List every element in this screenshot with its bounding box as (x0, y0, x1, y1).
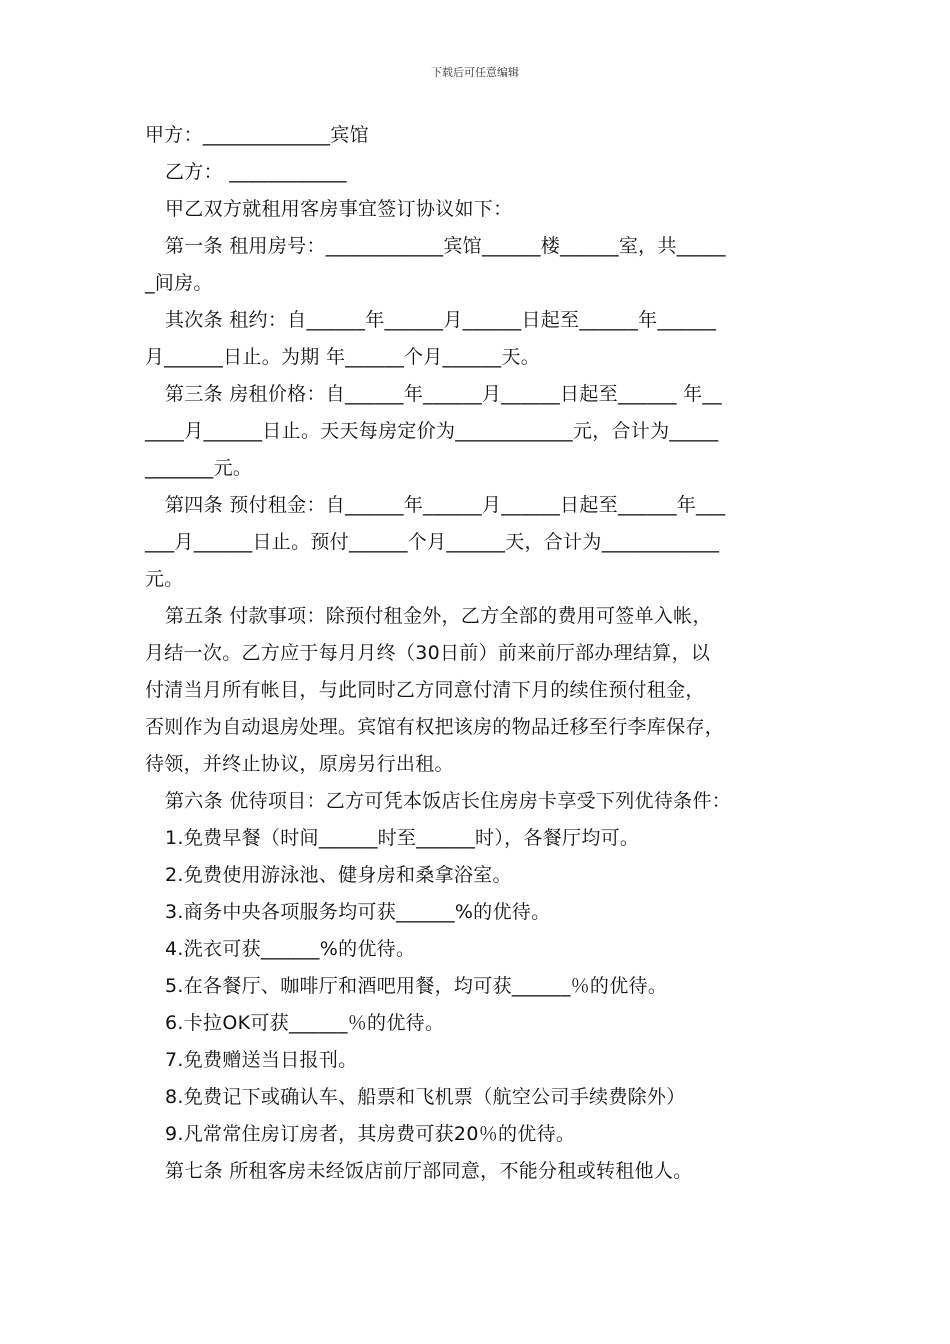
article-4-line-2: ___月______日止。预付______个月______天，合计为____________ (145, 531, 720, 553)
benefit-item-9: 9.凡常常住房订房者，其房费可获20％的优待。 (165, 1123, 576, 1145)
article-5-line-4: 否则作为自动退房处理。宾馆有权把该房的物品迁移至行李库保存， (145, 716, 725, 738)
benefit-item-4: 4.洗衣可获______%的优待。 (165, 938, 416, 960)
benefit-item-5: 5.在各餐厅、咖啡厅和酒吧用餐，均可获______％的优待。 (165, 975, 668, 997)
article-4-line-1: 第四条 预付租金：自______年______月______日起至______年___ (165, 494, 726, 516)
article-2-line-1: 其次条 租约：自______年______月______日起至______年______ (165, 309, 717, 331)
intro-line: 甲乙双方就租用客房事宜签订协议如下： (165, 198, 513, 220)
page-header: 下载后可任意编辑 (431, 66, 519, 79)
article-1-line-1: 第一条 租用房号：____________宾馆______楼______室，共_____ (165, 235, 726, 257)
party-b-line: 乙方： ____________ (165, 161, 347, 183)
article-3-line-3: _______元。 (145, 457, 253, 479)
benefit-item-3: 3.商务中央各项服务均可获______%的优待。 (165, 901, 551, 923)
benefit-item-8: 8.免费记下或确认车、船票和飞机票（航空公司手续费除外） (165, 1086, 686, 1108)
article-5-line-1: 第五条 付款事项：除预付租金外，乙方全部的费用可签单入帐， (165, 605, 712, 627)
article-2-line-2: 月______日止。为期 年______个月______天。 (145, 346, 541, 368)
article-3-line-1: 第三条 房租价格：自______年______月______日起至______ 年__ (165, 383, 722, 405)
article-5-line-3: 付清当月所有帐目，与此同时乙方同意付清下月的续住预付租金， (145, 679, 705, 701)
article-7-line-1: 第七条 所租客房未经饭店前厅部同意，不能分租或转租他人。 (165, 1160, 693, 1182)
article-3-line-2: ____月______日止。天天每房定价为____________元，合计为_____ (145, 420, 719, 442)
article-4-line-3: 元。 (145, 568, 184, 590)
contract-body (145, 117, 825, 1190)
benefit-item-1: 1.免费早餐（时间______时至______时），各餐厅均可。 (165, 827, 640, 849)
party-a-line: 甲方：_____________宾馆 (145, 124, 369, 146)
article-6-line-1: 第六条 优待项目：乙方可凭本饭店长住房房卡享受下列优待条件： (165, 790, 732, 812)
benefit-item-6: 6.卡拉OK可获______％的优待。 (165, 1012, 445, 1034)
article-1-line-2: _间房。 (145, 272, 213, 294)
benefit-item-2: 2.免费使用游泳池、健身房和桑拿浴室。 (165, 864, 512, 886)
article-5-line-2: 月结一次。乙方应于每月月终（30日前）前来前厅部办理结算，以 (145, 642, 711, 664)
article-5-line-5: 待领，并终止协议，原房另行出租。 (145, 753, 454, 775)
benefit-item-7: 7.免费赠送当日报刊。 (165, 1049, 358, 1071)
